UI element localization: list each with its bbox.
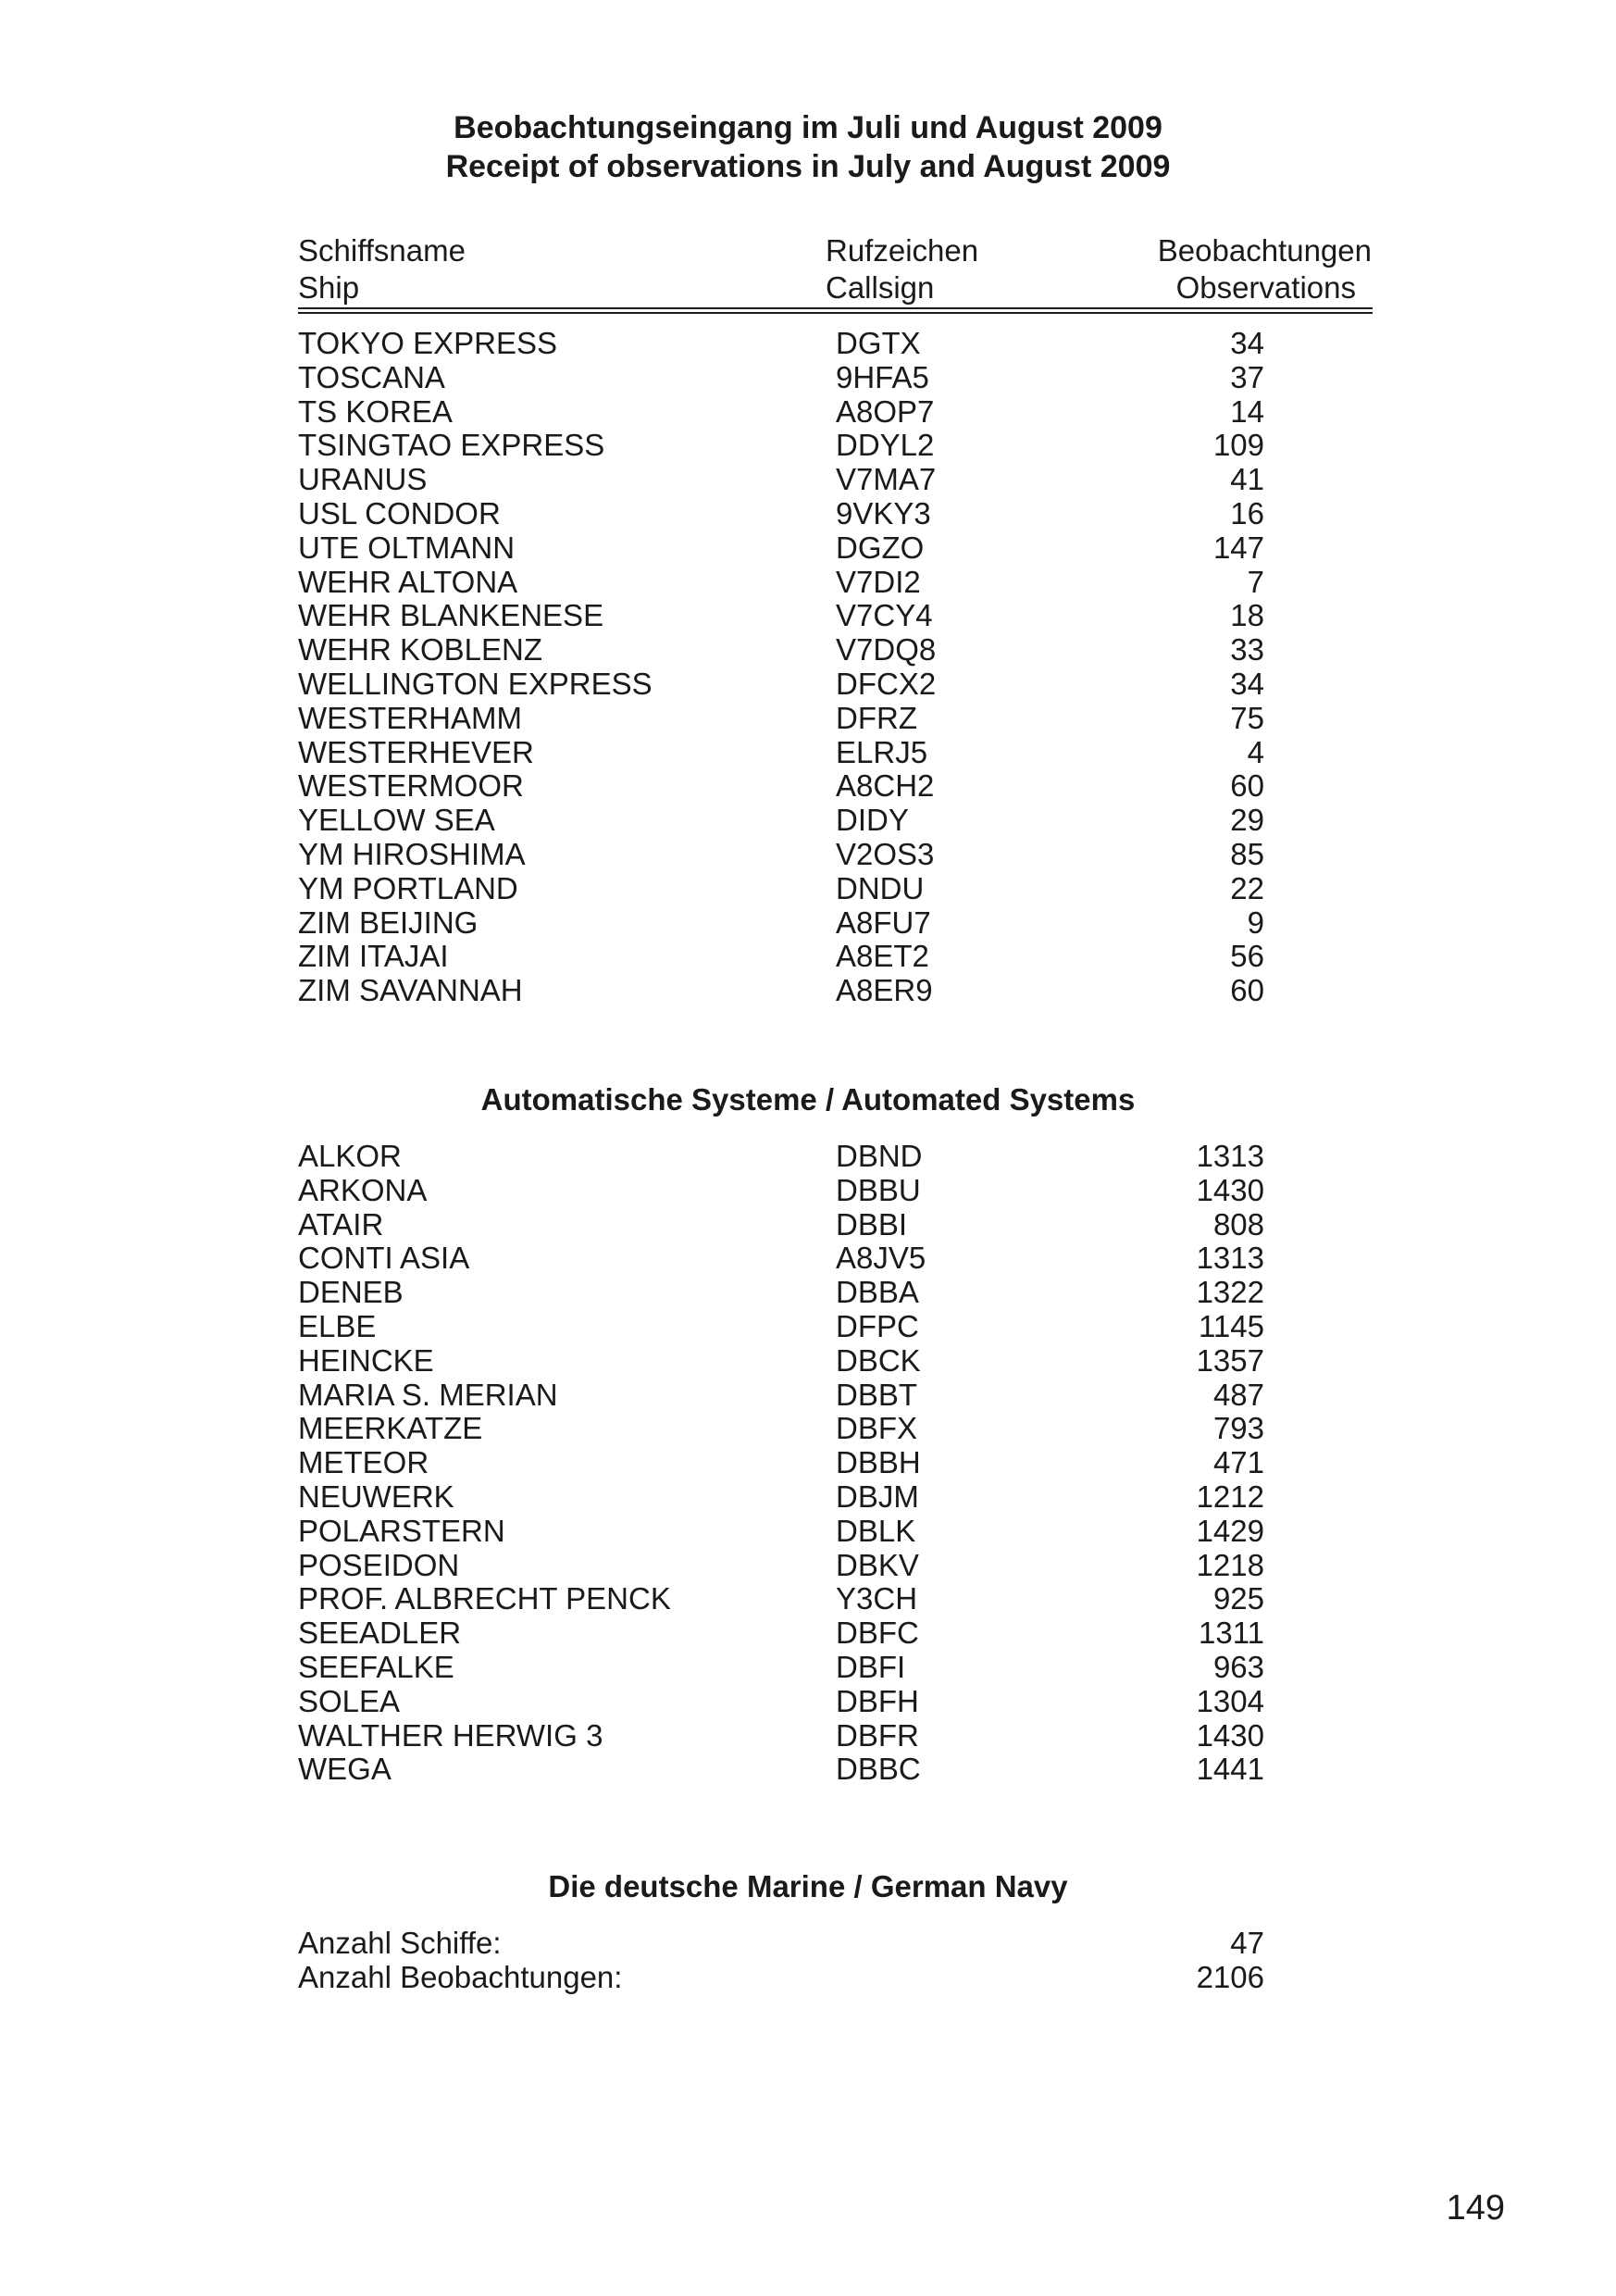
ship-name: PROF. ALBRECHT PENCK xyxy=(298,1581,671,1616)
section-heading-navy: Die deutsche Marine / German Navy xyxy=(548,1869,1068,1903)
ship-name: ATAIR xyxy=(298,1206,384,1242)
callsign: DIDY xyxy=(836,803,909,838)
ship-name: WEHR BLANKENESE xyxy=(298,598,604,633)
callsign: DBBT xyxy=(836,1377,918,1412)
observation-count: 109 xyxy=(1212,428,1264,463)
table-row xyxy=(0,496,1616,530)
callsign: DBJM xyxy=(836,1479,919,1514)
ship-name: ALKOR xyxy=(298,1139,402,1173)
ship-name: NEUWERK xyxy=(298,1479,454,1514)
ship-name: METEOR xyxy=(298,1445,429,1480)
header-rule-bottom xyxy=(298,312,1373,314)
callsign: DFCX2 xyxy=(836,667,937,701)
navy-ships-value: 47 xyxy=(1230,1926,1264,1960)
table-row xyxy=(0,428,1616,462)
observation-count: 1313 xyxy=(1196,1139,1264,1173)
observation-count: 4 xyxy=(1247,734,1264,769)
table-row xyxy=(0,1275,1616,1309)
table-row xyxy=(0,1378,1616,1412)
observation-count: 1322 xyxy=(1196,1275,1264,1310)
observation-count: 34 xyxy=(1230,326,1264,360)
callsign: A8ER9 xyxy=(836,973,933,1008)
callsign: DBFH xyxy=(836,1683,919,1718)
callsign: DBFR xyxy=(836,1717,919,1753)
ship-name: ZIM SAVANNAH xyxy=(298,973,523,1008)
header-ship-de: Schiffsname xyxy=(298,233,466,268)
table-row xyxy=(0,1650,1616,1684)
callsign: 9HFA5 xyxy=(836,359,929,394)
observation-count: 471 xyxy=(1212,1445,1264,1480)
table-row xyxy=(0,939,1616,973)
callsign: DBFI xyxy=(836,1650,906,1684)
observation-count: 56 xyxy=(1230,939,1264,974)
observation-count: 147 xyxy=(1212,530,1264,565)
table-row xyxy=(0,462,1616,496)
table-row xyxy=(0,1718,1616,1753)
ship-name: YELLOW SEA xyxy=(298,803,495,838)
table-row xyxy=(0,667,1616,701)
callsign: Y3CH xyxy=(836,1581,918,1616)
ship-name: SOLEA xyxy=(298,1683,401,1718)
observation-count: 16 xyxy=(1230,496,1264,530)
observation-count: 60 xyxy=(1230,768,1264,804)
ship-name: WEHR KOBLENZ xyxy=(298,632,543,668)
header-observations-de: Beobachtungen xyxy=(1157,233,1372,268)
table-row xyxy=(0,1581,1616,1616)
ship-name: WALTHER HERWIG 3 xyxy=(298,1717,603,1753)
ship-name: POLARSTERN xyxy=(298,1513,505,1548)
ship-name: ELBE xyxy=(298,1309,377,1343)
header-callsign-de: Rufzeichen xyxy=(826,233,979,268)
table-row xyxy=(0,565,1616,599)
observation-count: 37 xyxy=(1230,359,1264,394)
table-row xyxy=(0,1445,1616,1479)
observation-count: 808 xyxy=(1212,1206,1264,1242)
observation-count: 33 xyxy=(1230,632,1264,668)
observation-count: 1145 xyxy=(1199,1309,1264,1343)
observation-count: 75 xyxy=(1230,700,1264,735)
table-row xyxy=(0,973,1616,1007)
navy-ships-label: Anzahl Schiffe: xyxy=(298,1926,502,1960)
ship-name: WESTERHEVER xyxy=(298,734,534,769)
observation-count: 1357 xyxy=(1196,1342,1264,1378)
callsign: DBCK xyxy=(836,1342,921,1378)
callsign: A8FU7 xyxy=(836,905,931,940)
callsign: V7MA7 xyxy=(836,462,937,497)
page-title-english: Receipt of observations in July and August 2009 xyxy=(445,149,1171,184)
observation-count: 1311 xyxy=(1199,1616,1264,1651)
callsign: DBBC xyxy=(836,1752,921,1787)
ship-name: WELLINGTON EXPRESS xyxy=(298,667,653,701)
observation-count: 60 xyxy=(1230,973,1264,1008)
callsign: DBBU xyxy=(836,1172,921,1207)
table-row xyxy=(0,905,1616,940)
observation-count: 7 xyxy=(1247,564,1264,599)
ship-name: ZIM BEIJING xyxy=(298,905,479,940)
ship-name: CONTI ASIA xyxy=(298,1241,470,1276)
table-row xyxy=(0,598,1616,632)
ship-name: HEINCKE xyxy=(298,1342,434,1378)
ship-name: SEEADLER xyxy=(298,1616,462,1651)
observation-count: 14 xyxy=(1230,393,1264,429)
ship-name: SEEFALKE xyxy=(298,1650,454,1684)
ship-name: YM PORTLAND xyxy=(298,870,518,905)
observation-count: 85 xyxy=(1230,837,1264,871)
table-row xyxy=(0,360,1616,394)
header-rule-top xyxy=(298,307,1373,309)
observation-count: 1313 xyxy=(1196,1241,1264,1276)
table-row xyxy=(0,394,1616,429)
ship-name: TOSCANA xyxy=(298,359,445,394)
table-row xyxy=(0,837,1616,871)
page-number: 149 xyxy=(1446,2189,1505,2227)
callsign: DBLK xyxy=(836,1513,916,1548)
observation-count: 1441 xyxy=(1196,1752,1264,1787)
callsign: DGTX xyxy=(836,326,921,360)
observation-count: 1218 xyxy=(1196,1547,1264,1582)
table-row xyxy=(0,735,1616,769)
section-heading-automated: Automatische Systeme / Automated Systems xyxy=(480,1082,1136,1117)
observation-count: 793 xyxy=(1212,1411,1264,1446)
observation-count: 18 xyxy=(1230,598,1264,633)
table-row xyxy=(0,1139,1616,1173)
observation-count: 1212 xyxy=(1196,1479,1264,1514)
header-observations-en: Observations xyxy=(1175,270,1356,305)
table-row xyxy=(0,1752,1616,1786)
observation-count: 34 xyxy=(1230,667,1264,701)
ship-name: YM HIROSHIMA xyxy=(298,837,526,871)
table-row xyxy=(0,1684,1616,1718)
callsign: 9VKY3 xyxy=(836,496,931,530)
observation-count: 963 xyxy=(1212,1650,1264,1684)
table-row xyxy=(0,1343,1616,1378)
callsign: DBBH xyxy=(836,1445,921,1480)
ship-name: WEGA xyxy=(298,1752,392,1787)
callsign: V7DQ8 xyxy=(836,632,937,668)
ship-name: WEHR ALTONA xyxy=(298,564,518,599)
observation-count: 22 xyxy=(1230,870,1264,905)
observation-count: 925 xyxy=(1212,1581,1264,1616)
table-row xyxy=(0,1548,1616,1582)
table-row xyxy=(0,530,1616,565)
table-row xyxy=(0,1207,1616,1242)
table-row xyxy=(0,1309,1616,1343)
ship-name: URANUS xyxy=(298,462,428,497)
navy-ships-row xyxy=(0,1926,1616,1960)
ship-name: TOKYO EXPRESS xyxy=(298,326,557,360)
callsign: DGZO xyxy=(836,530,925,565)
table-row xyxy=(0,1514,1616,1548)
table-row xyxy=(0,803,1616,837)
navy-observations-label: Anzahl Beobachtungen: xyxy=(298,1960,623,1994)
observation-count: 487 xyxy=(1212,1377,1264,1412)
table-row xyxy=(0,768,1616,803)
callsign: DFRZ xyxy=(836,700,917,735)
table-row xyxy=(0,326,1616,360)
callsign: DFPC xyxy=(836,1309,919,1343)
ship-name: WESTERMOOR xyxy=(298,768,524,804)
ship-name: TSINGTAO EXPRESS xyxy=(298,428,605,463)
navy-observations-value: 2106 xyxy=(1196,1960,1264,1994)
observation-count: 29 xyxy=(1230,803,1264,838)
ship-name: MEERKATZE xyxy=(298,1411,483,1446)
callsign: V7DI2 xyxy=(836,564,921,599)
callsign: DBBA xyxy=(836,1275,919,1310)
observation-count: 9 xyxy=(1247,905,1264,940)
observation-count: 41 xyxy=(1230,462,1264,497)
callsign: DNDU xyxy=(836,870,925,905)
callsign: DDYL2 xyxy=(836,428,935,463)
observation-count: 1430 xyxy=(1196,1717,1264,1753)
observation-count: 1429 xyxy=(1196,1513,1264,1548)
observation-count: 1430 xyxy=(1196,1172,1264,1207)
ship-name: UTE OLTMANN xyxy=(298,530,516,565)
table-row xyxy=(0,871,1616,905)
ship-name: USL CONDOR xyxy=(298,496,501,530)
table-row xyxy=(0,1411,1616,1445)
ship-name: TS KOREA xyxy=(298,393,453,429)
ship-name: WESTERHAMM xyxy=(298,700,522,735)
table-row xyxy=(0,1616,1616,1650)
table-row xyxy=(0,701,1616,735)
ship-name: ARKONA xyxy=(298,1172,428,1207)
callsign: DBFC xyxy=(836,1616,919,1651)
callsign: DBND xyxy=(836,1139,923,1173)
callsign: A8ET2 xyxy=(836,939,929,974)
header-ship-en: Ship xyxy=(298,270,360,305)
callsign: ELRJ5 xyxy=(836,734,928,769)
table-row xyxy=(0,1173,1616,1207)
callsign: DBKV xyxy=(836,1547,919,1582)
callsign: A8JV5 xyxy=(836,1241,926,1276)
ship-name: DENEB xyxy=(298,1275,404,1310)
navy-observations-row xyxy=(0,1960,1616,1994)
ship-name: ZIM ITAJAI xyxy=(298,939,449,974)
table-row xyxy=(0,1241,1616,1275)
ship-name: MARIA S. MERIAN xyxy=(298,1377,558,1412)
callsign: A8OP7 xyxy=(836,393,935,429)
callsign: DBBI xyxy=(836,1206,908,1242)
callsign: V7CY4 xyxy=(836,598,933,633)
callsign: V2OS3 xyxy=(836,837,935,871)
observation-count: 1304 xyxy=(1196,1683,1264,1718)
callsign: A8CH2 xyxy=(836,768,935,804)
table-row xyxy=(0,632,1616,667)
ship-name: POSEIDON xyxy=(298,1547,460,1582)
header-callsign-en: Callsign xyxy=(826,270,935,305)
callsign: DBFX xyxy=(836,1411,918,1446)
table-row xyxy=(0,1479,1616,1514)
page-title-german: Beobachtungseingang im Juli und August 2009 xyxy=(454,110,1162,145)
